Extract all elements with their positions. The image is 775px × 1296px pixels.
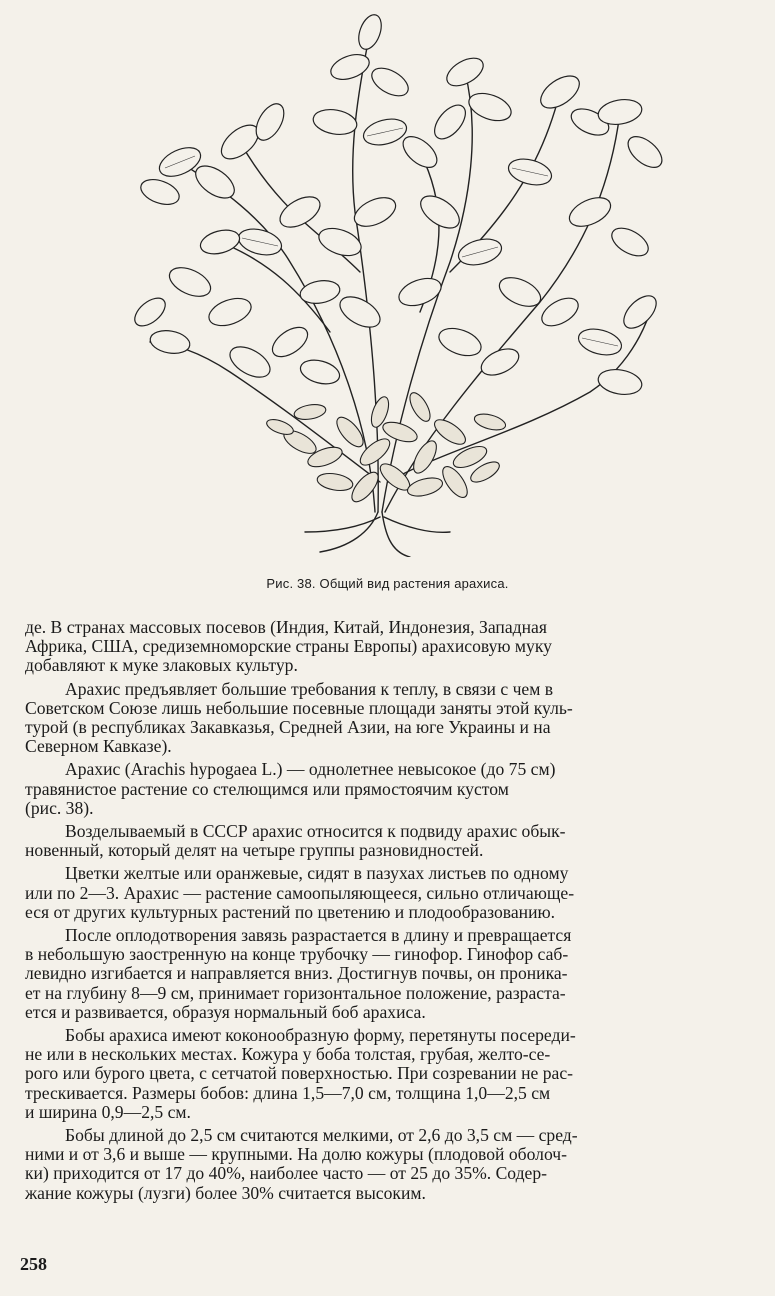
text-line: левидно изгибается и направляется вниз. Достигнув почвы, он проника- xyxy=(25,964,568,984)
text-line: (рис. 38). xyxy=(25,798,94,818)
text-line: или по 2—3. Арахис — растение самоопыляющееся, сильно отличающе- xyxy=(25,883,575,903)
text-line: Северном Кавказе). xyxy=(25,737,172,757)
text-line: не или в нескольких местах. Кожура у боба толстая, грубая, желто-се- xyxy=(25,1045,551,1065)
body-text xyxy=(25,618,752,1207)
text-line: Советском Союзе лишь небольшие посевные площади заняты этой куль- xyxy=(25,698,573,718)
text-line: Возделываемый в СССР арахис относится к подвиду арахис обык- xyxy=(65,822,566,842)
text-line: Бобы арахиса имеют коконообразную форму, перетянуты посереди- xyxy=(65,1026,576,1046)
text-line: де. В странах массовых посевов (Индия, Китай, Индонезия, Западная xyxy=(25,618,547,637)
peanut-plant-drawing xyxy=(120,12,680,557)
text-line: новенный, который делят на четыре группы разновидностей. xyxy=(25,841,484,861)
text-line: ки) приходится от 17 до 40%, наиболее часто — от 25 до 35%. Содер- xyxy=(25,1164,548,1184)
text-line: ет на глубину 8—9 см, принимает горизонтальное положение, разраста- xyxy=(25,983,566,1003)
figure-caption: Рис. 38. Общий вид растения арахиса. xyxy=(266,576,509,591)
paragraph-5 xyxy=(25,864,752,922)
text-line: и ширина 0,9—2,5 см. xyxy=(25,1102,191,1122)
paragraph-2 xyxy=(25,680,752,757)
text-line: ется и развивается, образуя нормальный боб арахиса. xyxy=(25,1002,426,1022)
text-line: добавляют к муке злаковых культур. xyxy=(25,656,298,676)
text-line: Цветки желтые или оранжевые, сидят в пазухах листьев по одному xyxy=(65,864,569,884)
text-line: Африка, США, средиземноморские страны Европы) арахисовую муку xyxy=(25,637,552,657)
text-line: После оплодотворения завязь разрастается в длину и превращается xyxy=(65,926,572,946)
text-line: Бобы длиной до 2,5 см считаются мелкими, от 2,6 до 3,5 см — сред- xyxy=(65,1126,578,1146)
text-line: турой (в республиках Закавказья, Средней Азии, на юге Украины и на xyxy=(25,718,551,738)
text-line: еся от других культурных растений по цветению и плодообразованию. xyxy=(25,902,556,922)
page-number: 258 xyxy=(20,1254,47,1274)
text-line: жание кожуры (лузги) более 30% считается высоким. xyxy=(25,1183,426,1203)
text-line: в небольшую заостренную на конце трубочку — гинофор. Гинофор саб- xyxy=(25,945,569,965)
text-line: Арахис (Arachis hypogaea L.) — однолетнее невысокое (до 75 см) xyxy=(65,760,556,780)
text-line: рого или бурого цвета, с сетчатой поверхностью. При созревании не рас- xyxy=(25,1064,573,1084)
text-line: травянистое растение со стелющимся или прямостоячим кустом xyxy=(25,779,509,799)
text-line: трескивается. Размеры бобов: длина 1,5—7,0 см, толщина 1,0—2,5 см xyxy=(25,1083,551,1103)
paragraph-4 xyxy=(25,822,752,860)
text-line: ними и от 3,6 и выше — крупными. На долю кожуры (плодовой оболоч- xyxy=(25,1145,567,1165)
peanut-plant-illustration xyxy=(120,12,680,557)
paragraph-1 xyxy=(25,618,752,676)
text-line: Арахис предъявляет большие требования к теплу, в связи с чем в xyxy=(65,679,554,699)
paragraph-6 xyxy=(25,926,752,1022)
paragraph-8 xyxy=(25,1126,752,1203)
paragraph-3 xyxy=(25,760,752,818)
paragraph-7 xyxy=(25,1026,752,1122)
